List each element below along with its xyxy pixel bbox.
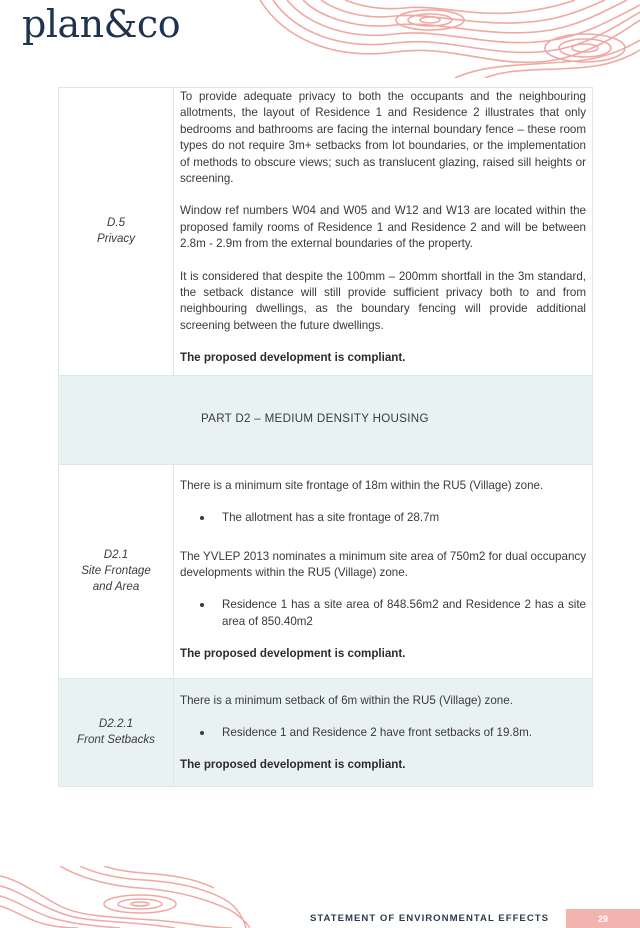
list-item: The allotment has a site frontage of 28.7m	[200, 510, 586, 526]
row-content-setbacks	[174, 678, 593, 786]
compliance-statement: The proposed development is compliant.	[180, 758, 406, 772]
bullet-list	[180, 597, 586, 630]
paragraph: There is a minimum site frontage of 18m within the RU5 (Village) zone.	[180, 478, 544, 492]
topographic-decoration-bottom	[0, 866, 250, 928]
paragraph: To provide adequate privacy to both the occupants and the neighbouring allotments, the layout of Residence 1 and Residence 2 illustrates that only bedrooms and bathrooms are facing the internal boundary fence – these room types do not require 3m+ setbacks from lot boundaries, or the implementation of methods to obscure views; such as translucent glazing, raised sill heights or screening.	[180, 90, 586, 186]
list-item: Residence 1 and Residence 2 have front setbacks of 19.8m.	[200, 725, 586, 741]
paragraph: There is a minimum setback of 6m within the RU5 (Village) zone.	[180, 693, 513, 707]
paragraph: It is considered that despite the 100mm – 200mm shortfall in the 3m standard, the setback distance will still provide sufficient privacy both to and from neighbouring dwellings, as the boundary fencing will provide additional screening between the future dwellings.	[180, 269, 586, 332]
footer-document-title: STATEMENT OF ENVIRONMENTAL EFFECTS	[310, 913, 550, 924]
compliance-table	[58, 87, 593, 787]
table-row	[59, 678, 593, 786]
row-label-privacy	[59, 88, 174, 376]
row-content-frontage	[174, 464, 593, 678]
control-title: and Area	[92, 580, 140, 594]
control-title: Site Frontage	[81, 563, 151, 577]
bullet-list	[180, 725, 586, 741]
table-row	[59, 464, 593, 678]
table-row	[59, 375, 593, 464]
compliance-statement: The proposed development is compliant.	[180, 647, 406, 661]
table-row	[59, 88, 593, 376]
section-header: PART D2 – MEDIUM DENSITY HOUSING	[59, 375, 593, 464]
paragraph: Window ref numbers W04 and W05 and W12 and W13 are located within the proposed family rooms of Residence 1 and Residence 2 and will be between 2.8m - 2.9m from the external boundaries of the property.	[180, 204, 586, 251]
bullet-list	[180, 510, 586, 526]
list-item: Residence 1 has a site area of 848.56m2 and Residence 2 has a site area of 850.40m2	[200, 597, 586, 630]
control-title: Front Setbacks	[77, 733, 155, 747]
page-number: 29	[566, 909, 640, 928]
row-content-privacy	[174, 88, 593, 376]
row-label-frontage	[59, 464, 174, 678]
row-label-setbacks	[59, 678, 174, 786]
control-title: Privacy	[96, 232, 135, 246]
topographic-decoration-top	[255, 0, 640, 78]
control-code: D2.1	[103, 547, 129, 561]
control-code: D.5	[106, 215, 126, 229]
paragraph: The YVLEP 2013 nominates a minimum site area of 750m2 for dual occupancy developments within the RU5 (Village) zone.	[180, 549, 586, 579]
plan-co-logo: plan&co	[22, 2, 181, 46]
control-code: D2.2.1	[98, 716, 134, 730]
compliance-statement: The proposed development is compliant.	[180, 351, 406, 365]
